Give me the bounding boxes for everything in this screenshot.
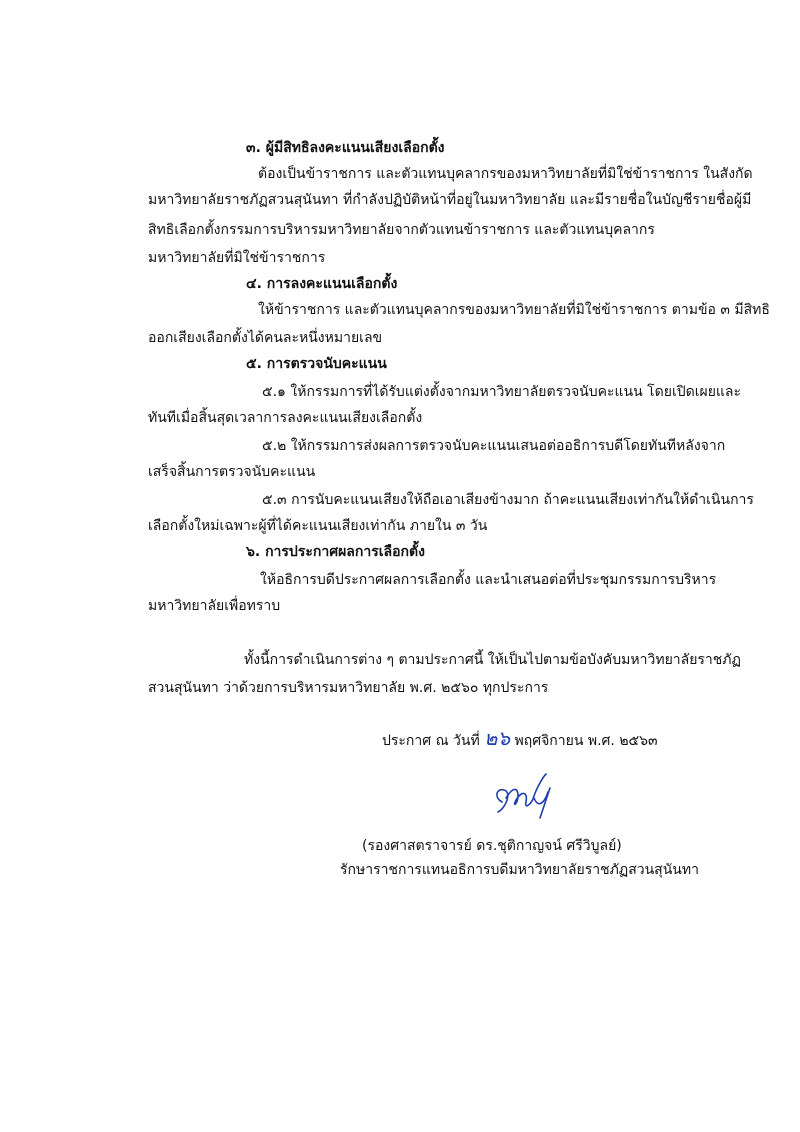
announcement-prefix: ประกาศ ณ วันที่ (382, 733, 480, 749)
section6-line-1: ให้อธิการบดีประกาศผลการเลือกตั้ง และนำเสนอต่อที่ประชุมกรรมการบริหาร (260, 572, 717, 588)
signatory-position: รักษาราชการแทนอธิการบดีมหาวิทยาลัยราชภัฏสวนสุนันทา (340, 862, 699, 878)
section5-item1-line-2: ทันทีเมื่อสิ้นสุดเวลาการลงคะแนนเสียงเลือกตั้ง (148, 410, 423, 426)
section4-heading: ๔. การลงคะแนนเลือกตั้ง (246, 276, 398, 292)
signature-mark (488, 768, 568, 822)
section4-line-1: ให้ข้าราชการ และตัวแทนบุคลากรของมหาวิทยาลัยที่มิใช่ข้าราชการ ตามข้อ ๓ มีสิทธิ (258, 302, 770, 318)
section6-line-2: มหาวิทยาลัยเพื่อทราบ (148, 598, 281, 614)
section3-line-3: สิทธิเลือกตั้งกรรมการบริหารมหาวิทยาลัยจากตัวแทนข้าราชการ และตัวแทนบุคลากร (148, 222, 655, 238)
section3-line-4: มหาวิทยาลัยที่มิใช่ข้าราชการ (148, 250, 326, 266)
section5-item2-line-1: ๕.๒ ให้กรรมการส่งผลการตรวจนับคะแนนเสนอต่ออธิการบดีโดยทันทีหลังจาก (262, 438, 726, 454)
closing-line-2: สวนสุนันทา ว่าด้วยการบริหารมหาวิทยาลัย พ.ศ. ๒๕๖๐ ทุกประการ (148, 680, 549, 696)
section5-item3-line-1: ๕.๓ การนับคะแนนเสียงให้ถือเอาเสียงข้างมาก ถ้าคะแนนเสียงเท่ากันให้ดำเนินการ (262, 492, 754, 508)
announcement-month-year: พฤศจิกายน พ.ศ. ๒๕๖๓ (514, 733, 658, 749)
section6-heading: ๖. การประกาศผลการเลือกตั้ง (246, 544, 425, 560)
section3-heading: ๓. ผู้มีสิทธิลงคะแนนเสียงเลือกตั้ง (246, 140, 445, 156)
signatory-name: (รองศาสตราจารย์ ดร.ชุติกาญจน์ ศรีวิบูลย์) (362, 838, 622, 854)
section5-heading: ๕. การตรวจนับคะแนน (246, 356, 387, 372)
section5-item3-line-2: เลือกตั้งใหม่เฉพาะผู้ที่ได้คะแนนเสียงเท่ากัน ภายใน ๓ วัน (148, 518, 488, 534)
section3-line-2: มหาวิทยาลัยราชภัฏสวนสุนันทา ที่กำลังปฏิบัติหน้าที่อยู่ในมหาวิทยาลัย และมีรายชื่อในบัญชีรายชื่อผู้มี (148, 192, 752, 208)
section5-item2-line-2: เสร็จสิ้นการตรวจนับคะแนน (148, 464, 316, 480)
handwritten-day: ๒๖ (484, 726, 511, 750)
section3-line-1: ต้องเป็นข้าราชการ และตัวแทนบุคลากรของมหาวิทยาลัยที่มิใช่ข้าราชการ ในสังกัด (258, 166, 753, 182)
section5-item1-line-1: ๕.๑ ให้กรรมการที่ได้รับแต่งตั้งจากมหาวิทยาลัยตรวจนับคะแนน โดยเปิดเผยและ (262, 384, 742, 400)
section4-line-2: ออกเสียงเลือกตั้งได้คนละหนึ่งหมายเลข (148, 330, 383, 346)
announcement-date (382, 728, 658, 751)
closing-line-1: ทั้งนี้การดำเนินการต่าง ๆ ตามประกาศนี้ ให้เป็นไปตามข้อบังคับมหาวิทยาลัยราชภัฏ (244, 652, 741, 668)
